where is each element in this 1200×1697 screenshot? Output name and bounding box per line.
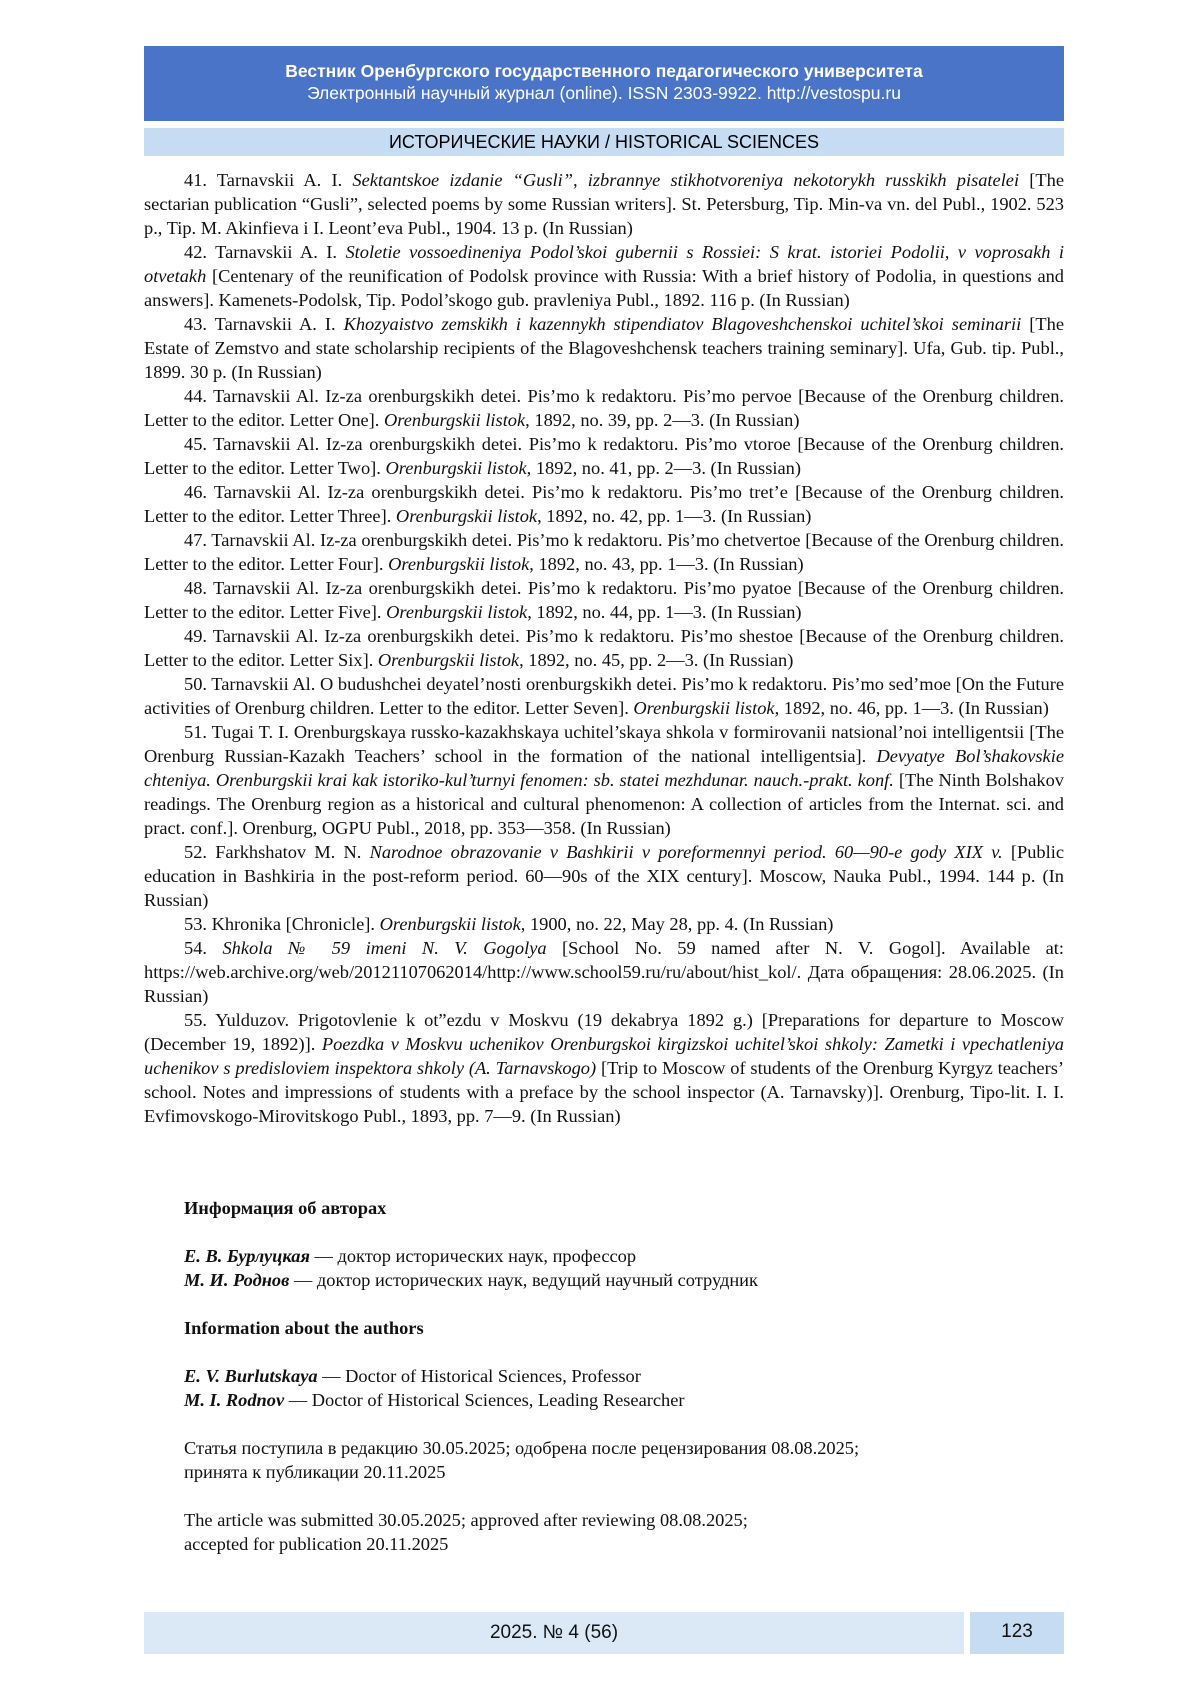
author-en-1: E. V. Burlutskaya — Doctor of Historical Sciences, Professor [184, 1366, 641, 1386]
reference-item: 41. Tarnavskii A. I. Sektantskoe izdanie “Gusli”, izbrannye stikhotvoreniya nekotorykh russkikh pisatelei [The sectarian publication “Gusli”, selected poems by some Russian writers]. St. Petersburg, Tip. Min-va vn. del Publ., 1902. 523 p., Tip. M. Akinfieva i I. Leont’eva Publ., 1904. 13 p. (In Russian) [144, 170, 1064, 238]
journal-subtitle: Электронный научный журнал (online). ISSN 2303-9922. http://vestospu.ru [307, 83, 901, 103]
author-ru-1: Е. В. Бурлуцкая — доктор исторических наук, профессор [184, 1246, 637, 1266]
reference-item: 49. Tarnavskii Al. Iz-za orenburgskikh detei. Pis’mo k redaktoru. Pis’mo shestoe [Because of the Orenburg children. Letter to the editor. Letter Six]. Orenburgskii listok, 1892, no. 45, pp. 2—3. (In Russian) [144, 626, 1064, 670]
journal-header [144, 46, 1064, 121]
reference-item: 47. Tarnavskii Al. Iz-za orenburgskikh detei. Pis’mo k redaktoru. Pis’mo chetvertoe [Because of the Orenburg children. Letter to the editor. Letter Four]. Orenburgskii listok, 1892, no. 43, pp. 1—3. (In Russian) [144, 530, 1064, 574]
reference-item: 48. Tarnavskii Al. Iz-za orenburgskikh detei. Pis’mo k redaktoru. Pis’mo pyatoe [Because of the Orenburg children. Letter to the editor. Letter Five]. Orenburgskii listok, 1892, no. 44, pp. 1—3. (In Russian) [144, 578, 1064, 622]
journal-title: Вестник Оренбургского государственного педагогического университета [285, 61, 923, 81]
dates-ru-line2: принята к публикации 20.11.2025 [184, 1462, 446, 1482]
author-ru-2: М. И. Роднов — доктор исторических наук, ведущий научный сотрудник [184, 1270, 758, 1290]
reference-list [144, 168, 1064, 1128]
authors-heading-en: Information about the authors [184, 1318, 424, 1338]
reference-item: 51. Tugai T. I. Orenburgskaya russko-kazakhskaya uchitel’skaya shkola v formirovanii natsional’noi intelligentsii [The Orenburg Russian-Kazakh Teachers’ school in the formation of the national intelligentsia]. Devyatye Bol’shakovskie chteniya. Orenburgskii krai kak istoriko-kul’turnyi fenomen: sb. statei mezhdunar. nauch.-prakt. konf. [The Ninth Bolshakov readings. The Orenburg region as a historical and cultural phenomenon: A collection of articles from the Internat. sci. and pract. conf.]. Orenburg, OGPU Publ., 2018, pp. 353—358. (In Russian) [144, 722, 1064, 838]
dates-ru-line1: Статья поступила в редакцию 30.05.2025; одобрена после рецензирования 08.08.2025; [184, 1438, 860, 1458]
dates-en-line1: The article was submitted 30.05.2025; approved after reviewing 08.08.2025; [184, 1510, 748, 1530]
reference-item: 42. Tarnavskii A. I. Stoletie vossoedineniya Podol’skoi gubernii s Rossiei: S krat. istoriei Podolii, v voprosakh i otvetakh [Centenary of the reunification of Podolsk province with Russia: With a brief history of Podolia, in questions and answers]. Kamenets-Podolsk, Tip. Podol’skogo gub. pravleniya Publ., 1892. 116 p. (In Russian) [144, 242, 1064, 310]
reference-item: 45. Tarnavskii Al. Iz-za orenburgskikh detei. Pis’mo k redaktoru. Pis’mo vtoroe [Because of the Orenburg children. Letter to the editor. Letter Two]. Orenburgskii listok, 1892, no. 41, pp. 2—3. (In Russian) [144, 434, 1064, 478]
page-number: 123 [970, 1612, 1064, 1654]
reference-item: 54. Shkola № 59 imeni N. V. Gogolya [School No. 59 named after N. V. Gogol]. Available at: https://web.archive.org/web/20121107062014/http://www.school59.ru/ru/about/hist_kol/. Дата обращения: 28.06.2025. (In Russian) [144, 938, 1064, 1006]
reference-item: 53. Khronika [Chronicle]. Orenburgskii listok, 1900, no. 22, May 28, pp. 4. (In Russian) [184, 914, 834, 934]
author-en-2: M. I. Rodnov — Doctor of Historical Sciences, Leading Researcher [184, 1390, 685, 1410]
section-banner: ИСТОРИЧЕСКИЕ НАУКИ / HISTORICAL SCIENCES [144, 128, 1064, 156]
issue-footer: 2025. № 4 (56) [144, 1612, 964, 1654]
author-info [184, 1196, 1044, 1556]
reference-item: 52. Farkhshatov M. N. Narodnoe obrazovanie v Bashkirii v poreformennyi period. 60—90-e gody XIX v. [Public education in Bashkiria in the post-reform period. 60—90s of the XIX century]. Moscow, Nauka Publ., 1994. 144 p. (In Russian) [144, 842, 1064, 910]
dates-en-line2: accepted for publication 20.11.2025 [184, 1534, 449, 1554]
reference-item: 44. Tarnavskii Al. Iz-za orenburgskikh detei. Pis’mo k redaktoru. Pis’mo pervoe [Because of the Orenburg children. Letter to the editor. Letter One]. Orenburgskii listok, 1892, no. 39, pp. 2—3. (In Russian) [144, 386, 1064, 430]
reference-item: 50. Tarnavskii Al. O budushchei deyatel’nosti orenburgskikh detei. Pis’mo k redaktoru. Pis’mo sed’moe [On the Future activities of Orenburg children. Letter to the editor. Letter Seven]. Orenburgskii listok, 1892, no. 46, pp. 1—3. (In Russian) [144, 674, 1064, 718]
reference-item: 55. Yulduzov. Prigotovlenie k ot”ezdu v Moskvu (19 dekabrya 1892 g.) [Preparations for departure to Moscow (December 19, 1892)]. Poezdka v Moskvu uchenikov Orenburgskoi kirgizskoi uchitel’skoi shkoly: Zametki i vpechatleniya uchenikov s predisloviem inspektora shkoly (A. Tarnavskogo) [Trip to Moscow of students of the Orenburg Kyrgyz teachers’ school. Notes and impressions of students with a preface by the school inspector (A. Tarnavsky)]. Orenburg, Tipo-lit. I. I. Evfimovskogo-Mirovitskogo Publ., 1893, pp. 7—9. (In Russian) [144, 1010, 1065, 1126]
reference-item: 46. Tarnavskii Al. Iz-za orenburgskikh detei. Pis’mo k redaktoru. Pis’mo tret’e [Because of the Orenburg children. Letter to the editor. Letter Three]. Orenburgskii listok, 1892, no. 42, pp. 1—3. (In Russian) [144, 482, 1064, 526]
reference-item: 43. Tarnavskii A. I. Khozyaistvo zemskikh i kazennykh stipendiatov Blagoveshchenskoi uchitel’skoi seminarii [The Estate of Zemstvo and state scholarship recipients of the Blagoveshchensk teachers training seminary]. Ufa, Gub. tip. Publ., 1899. 30 p. (In Russian) [144, 314, 1064, 382]
authors-heading-ru: Информация об авторах [184, 1198, 387, 1218]
